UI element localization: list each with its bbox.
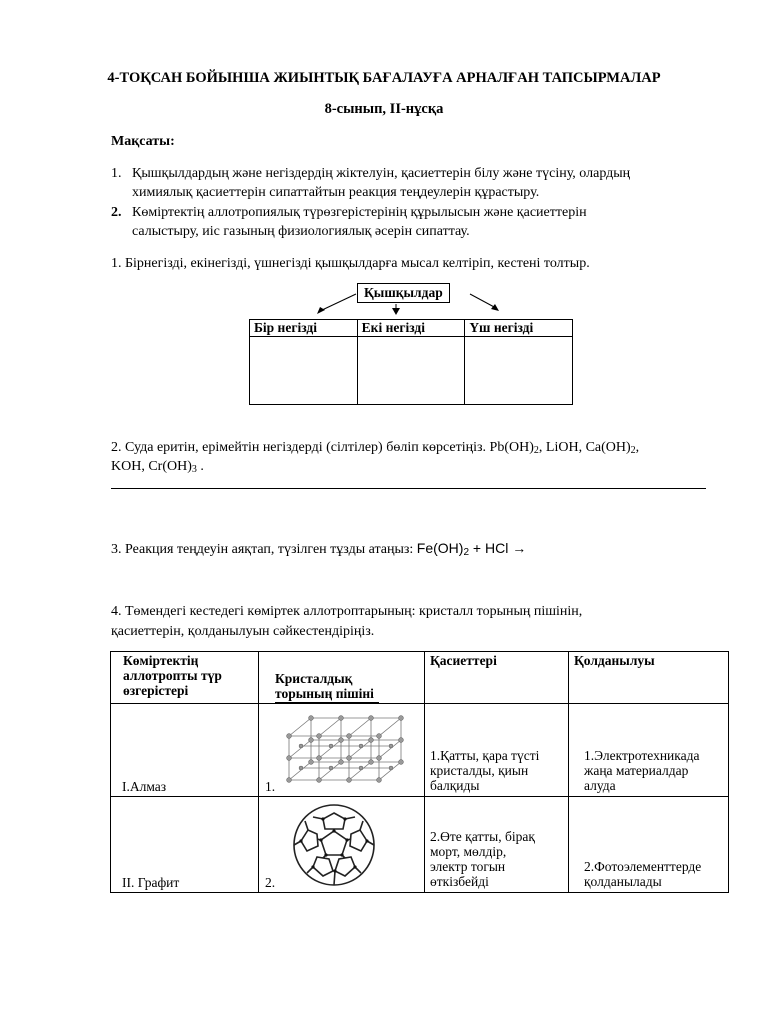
formula-subscript: 3 bbox=[191, 464, 197, 475]
allotrope-diamond: І.Алмаз bbox=[122, 779, 167, 794]
document-title: 4-ТОҚСАН БОЙЫНША ЖИЫНТЫҚ БАҒАЛАУҒА АРНАЛҒАН ТАПСЫРМАЛАР bbox=[107, 70, 661, 86]
row-graphite-name-cell bbox=[111, 797, 259, 893]
answer-line[interactable] bbox=[111, 488, 706, 489]
property-2-line4: өткізбейді bbox=[430, 874, 489, 889]
row-diamond-name-cell bbox=[111, 704, 259, 797]
column-dibasic: Екі негізді bbox=[357, 320, 465, 337]
property-1-line3: балқиды bbox=[430, 778, 480, 793]
property-2-line3: электр тогын bbox=[430, 859, 506, 874]
carbon-allotropes-table bbox=[110, 651, 729, 893]
task-2-text bbox=[111, 438, 639, 457]
row-graphite-applications-cell bbox=[569, 797, 729, 893]
formula-koh-chromium-hydroxide: KOH, Cr(OH) bbox=[111, 459, 192, 474]
formula-lithium-hydroxide: LiOH bbox=[545, 440, 579, 455]
task-4-line2: қасиеттерін, қолданылуын сәйкестендіріңіз. bbox=[111, 624, 375, 639]
property-1-line2: кристалды, қиын bbox=[430, 763, 529, 778]
cubic-lattice-image bbox=[281, 710, 411, 792]
task-3-text bbox=[111, 539, 526, 559]
goal-1-line2: химиялық қасиеттерін сипаттайтын реакция теңдеулерін құрастыру. bbox=[132, 185, 540, 200]
header-crystal-line1: Кристалдық bbox=[275, 671, 353, 686]
property-1-line1: 1.Қатты, қара түсті bbox=[430, 748, 540, 763]
goals-heading: Мақсаты: bbox=[111, 134, 175, 149]
reactant-hcl: + HCl bbox=[469, 540, 513, 556]
goal-2-line2: салыстыру, иіс газының физиологиялық әсерін сипаттау. bbox=[132, 224, 470, 239]
header-crystal-lattice bbox=[259, 652, 425, 704]
application-1-line2: жаңа материалдар bbox=[584, 763, 689, 778]
answer-cell-tribasic[interactable] bbox=[465, 337, 573, 405]
header-applications-label: Қолданылуы bbox=[574, 653, 655, 668]
reaction-arrow-icon: → bbox=[512, 542, 527, 557]
acid-classification-table bbox=[249, 319, 573, 405]
row-graphite-lattice-cell bbox=[259, 797, 425, 893]
formula-separator: , bbox=[578, 440, 586, 455]
application-2-line2: қолданылады bbox=[584, 874, 662, 889]
task-3-question: 3. Реакция теңдеуін аяқтап, түзілген тұзды атаңыз: bbox=[111, 542, 417, 557]
lattice-number-2: 2. bbox=[265, 875, 276, 890]
property-2-line2: морт, мөлдір, bbox=[430, 844, 507, 859]
formula-subscript: 2 bbox=[533, 445, 539, 456]
answer-cell-dibasic[interactable] bbox=[357, 337, 465, 405]
header-allotrope bbox=[111, 652, 259, 704]
row-diamond-properties-cell bbox=[425, 704, 569, 797]
lattice-number-1: 1. bbox=[265, 779, 276, 794]
reactant-iron-hydroxide: Fe(OH) bbox=[416, 540, 464, 556]
task-1-text: 1. Бірнегізді, екінегізді, үшнегізді қышқылдарға мысал келтіріп, кестені толтыр. bbox=[111, 256, 590, 271]
row-diamond-applications-cell bbox=[569, 704, 729, 797]
goal-1-line1: Қышқылдардың және негіздердің жіктелуін, қасиеттерін білу және түсіну, олардың bbox=[132, 166, 631, 181]
goal-2-line1: Көміртектің аллотропиялық түрөзгерістерінің құрылысын және қасиеттерін bbox=[132, 205, 587, 220]
header-allotrope-line3: өзгерістері bbox=[123, 683, 189, 698]
application-1-line1: 1.Электротехникада bbox=[584, 748, 700, 763]
application-1-line3: алуда bbox=[584, 778, 616, 793]
column-monobasic: Бір негізді bbox=[250, 320, 358, 337]
task-4-line1: 4. Төмендегі кестедегі көміртек аллотроптарының: кристалл торының пішінін, bbox=[111, 604, 583, 619]
goal-1-number: 1. bbox=[111, 166, 122, 181]
formula-separator: , bbox=[635, 440, 640, 455]
allotrope-graphite: ІІ. Графит bbox=[122, 875, 180, 890]
header-allotrope-line1: Көміртектің bbox=[123, 653, 199, 668]
application-2-line1: 2.Фотоэлементтерде bbox=[584, 859, 702, 874]
formula-separator: , bbox=[538, 440, 546, 455]
acids-root-label: Қышқылдар bbox=[364, 285, 443, 300]
formula-subscript: 2 bbox=[463, 547, 470, 558]
row-graphite-properties-cell bbox=[425, 797, 569, 893]
goal-2-number: 2. bbox=[111, 205, 122, 220]
header-crystal-line2: торының пішіні bbox=[275, 686, 374, 701]
task-2-question: 2. Суда еритін, ерімейтін негіздерді (сілтілер) бөліп көрсетіңіз. bbox=[111, 440, 490, 455]
answer-cell-monobasic[interactable] bbox=[250, 337, 358, 405]
formula-calcium-hydroxide: Ca(OH) bbox=[585, 440, 631, 455]
header-properties bbox=[425, 652, 569, 704]
variant-subtitle: 8-сынып, ІІ-нұсқа bbox=[324, 101, 444, 117]
formula-subscript: 2 bbox=[630, 445, 636, 456]
header-applications bbox=[569, 652, 729, 704]
property-2-line1: 2.Өте қатты, бірақ bbox=[430, 829, 535, 844]
header-properties-label: Қасиеттері bbox=[430, 653, 497, 668]
fullerene-lattice-image bbox=[289, 801, 379, 889]
formula-lead-hydroxide: Pb(OH) bbox=[489, 440, 534, 455]
task-2-formulas-line2 bbox=[111, 457, 204, 476]
formula-end: . bbox=[196, 459, 204, 474]
acid-branch-arrows bbox=[300, 288, 500, 320]
header-allotrope-line2: аллотропты түр bbox=[123, 668, 222, 683]
column-tribasic: Үш негізді bbox=[465, 320, 573, 337]
row-diamond-lattice-cell bbox=[259, 704, 425, 797]
